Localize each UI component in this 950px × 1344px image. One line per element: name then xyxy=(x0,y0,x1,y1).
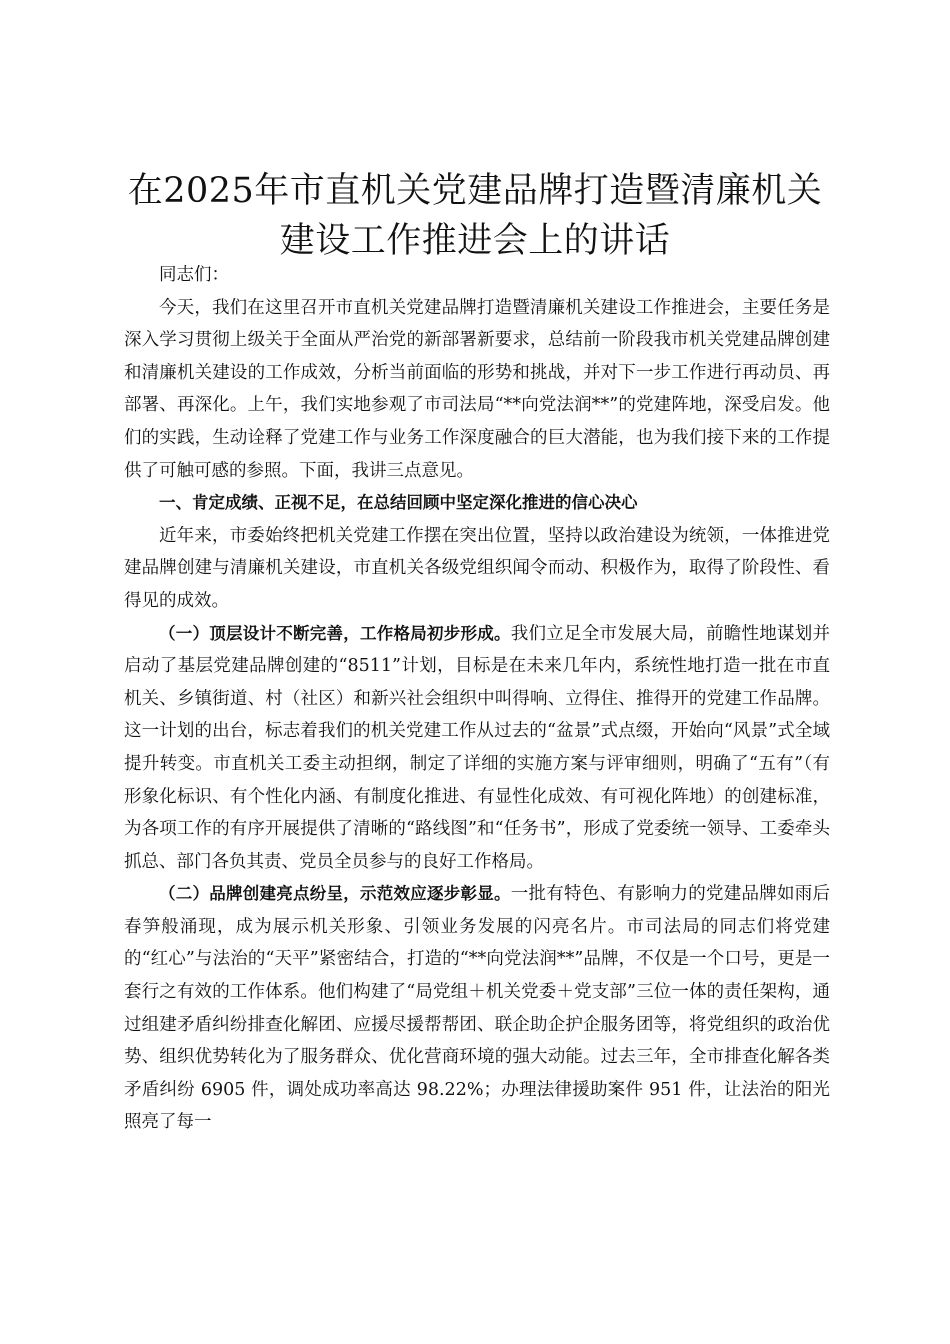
point-1-text: 我们立足全市发展大局，前瞻性地谋划并启动了基层党建品牌创建的“8511”计划，目标是在未来几年内，系统性地打造一批在市直机关、乡镇街道、村（社区）和新兴社会组织中叫得响、立得住、推得开的党建工作品牌。这一计划的出台，标志着我们的机关党建工作从过去的“盆景”式点缀，开始向“风景”式全域提升转变。市直机关工委主动担纲，制定了详细的实施方案与评审细则，明确了“五有”（有形象化标识、有个性化内涵、有制度化推进、有显性化成效、有可视化阵地）的创建标准，为各项工作的有序开展提供了清晰的“路线图”和“任务书”，形成了党委统一领导、工委牵头抓总、部门各负其责、党员全员参与的良好工作格局。 xyxy=(124,623,830,872)
salutation: 同志们： xyxy=(159,265,229,285)
section-1-intro-paragraph: 近年来，市委始终把机关党建工作摆在突出位置，坚持以政治建设为统领，一体推进党建品牌创建与清廉机关建设，市直机关各级党组织闻令而动、积极作为，取得了阶段性、看得见的成效。 xyxy=(124,525,830,611)
point-2-text: 一批有特色、有影响力的党建品牌如雨后春笋般涌现，成为展示机关形象、引领业务发展的闪亮名片。市司法局的同志们将党建的“红心”与法治的“天平”紧密结合，打造的“**向党法润**”品牌，不仅是一个口号，更是一套行之有效的工作体系。他们构建了“局党组＋机关党委＋党支部”三位一体的责任架构，通过组建矛盾纠纷排查化解团、应援尽援帮帮团、联企助企护企服务团等，将党组织的政治优势、组织优势转化为了服务群众、优化营商环境的强大动能。过去三年，全市排查化解各类矛盾纠纷 6905 件，调处成功率高达 98.22%；办理法律援助案件 951 件，让法治的阳光照亮了每一 xyxy=(124,884,830,1133)
point-1-paragraph xyxy=(124,618,830,879)
intro-paragraph: 今天，我们在这里召开市直机关党建品牌打造暨清廉机关建设工作推进会，主要任务是深入学习贯彻上级关于全面从严治党的新部署新要求，总结前一阶段我市机关党建品牌创建和清廉机关建设的工作成效，分析当前面临的形势和挑战，并对下一步工作进行再动员、再部署、再深化。上午，我们实地参观了市司法局“**向党法润**”的党建阵地，深受启发。他们的实践，生动诠释了党建工作与业务工作深度融合的巨大潜能，也为我们接下来的工作提供了可触可感的参照。下面，我讲三点意见。 xyxy=(124,297,830,481)
document-body xyxy=(124,259,830,1139)
title-line-2: 建设工作推进会上的讲话 xyxy=(279,221,671,261)
title-line-1: 在2025年市直机关党建品牌打造暨清廉机关 xyxy=(127,171,823,211)
point-2-lead: （二）品牌创建亮点纷呈，示范效应逐步彰显。 xyxy=(159,884,511,904)
point-2-paragraph xyxy=(124,878,830,1139)
point-1-lead: （一）顶层设计不断完善，工作格局初步形成。 xyxy=(159,623,511,643)
section-1-heading: 一、肯定成绩、正视不足，在总结回顾中坚定深化推进的信心决心 xyxy=(159,493,638,513)
document-title xyxy=(100,166,850,266)
